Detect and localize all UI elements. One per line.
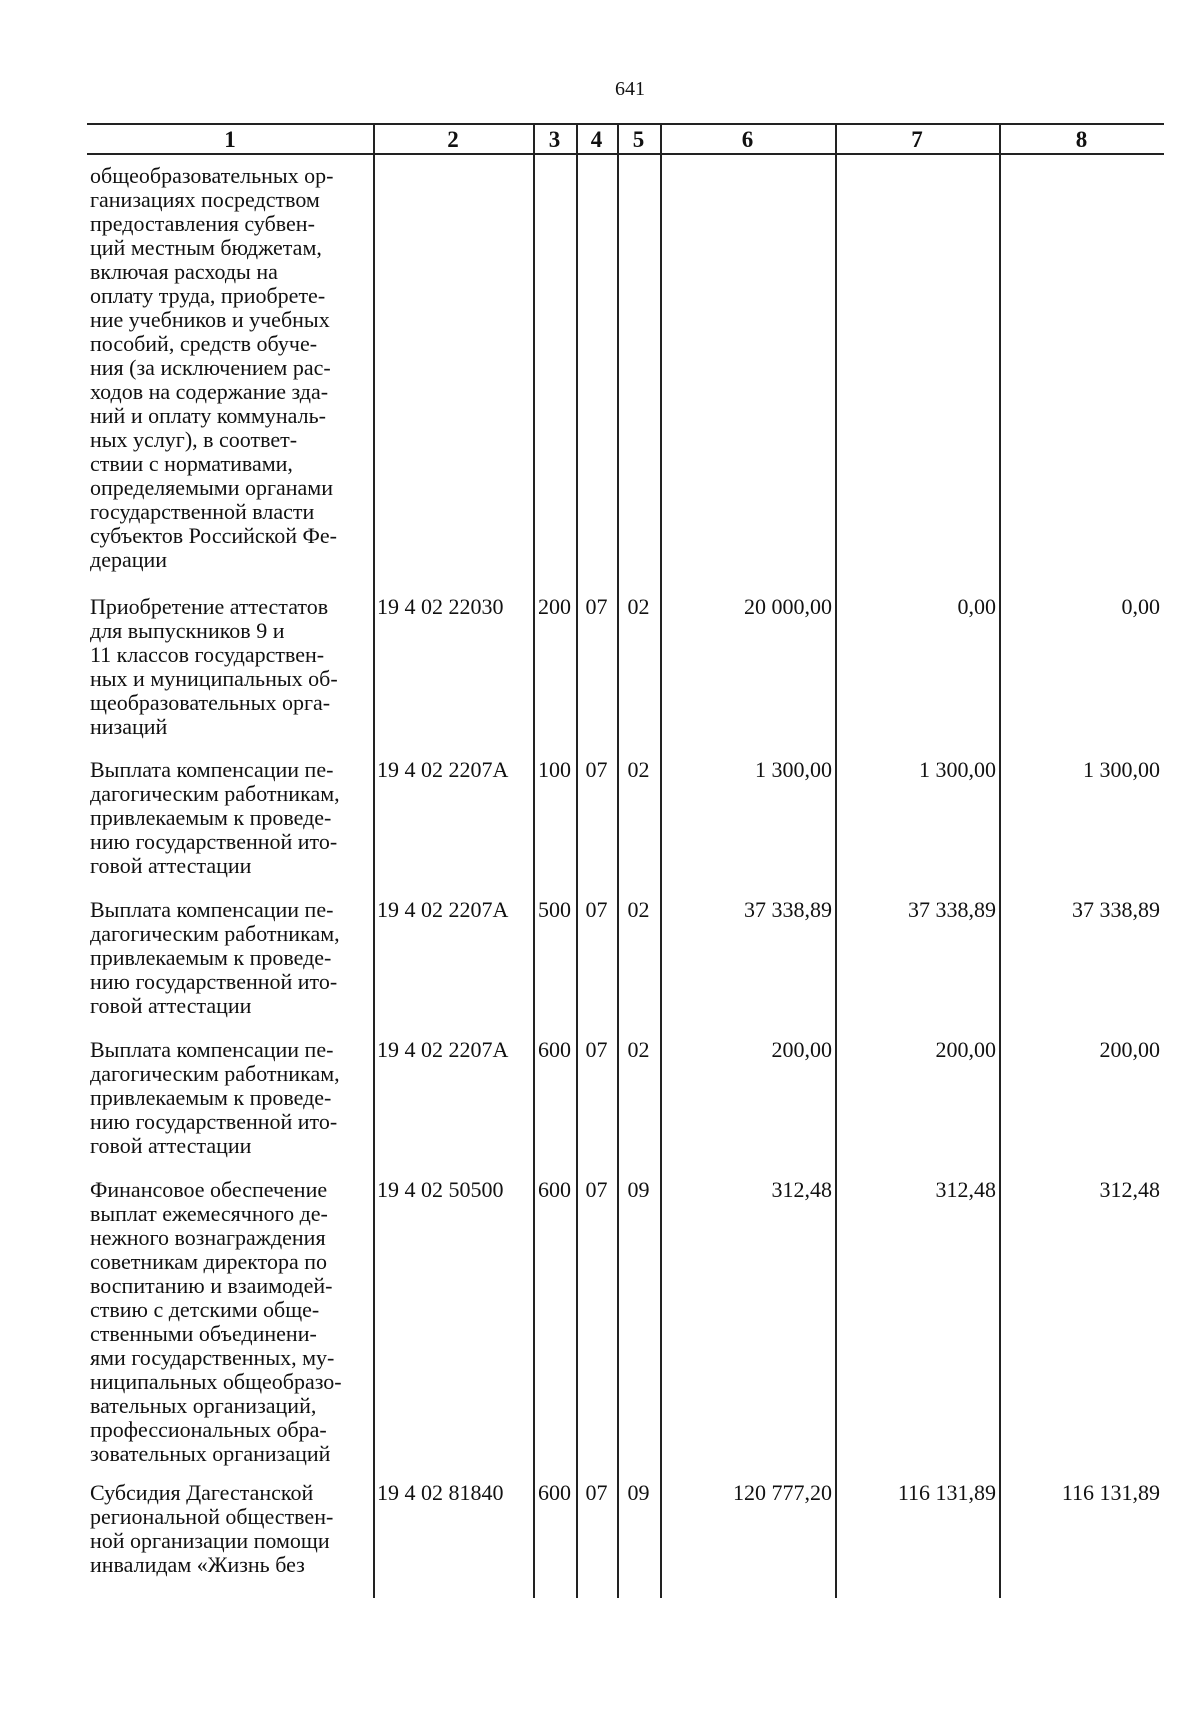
row-code: 19 4 02 2207А xyxy=(377,757,509,782)
row-col7: 37 338,89 xyxy=(908,897,996,922)
row-col5: 09 xyxy=(627,1177,650,1202)
col-separator-5 xyxy=(660,123,662,1598)
table-top-rule xyxy=(87,123,1164,125)
row-col8: 0,00 xyxy=(1121,594,1160,619)
row-col3: 600 xyxy=(538,1037,571,1062)
row-name: Приобретение аттестатов для выпускников 9 и 11 классов государствен- ных и муниципальных об- щеобразовательных орга- низаций xyxy=(90,594,338,739)
row-col3: 200 xyxy=(538,594,571,619)
row-col3: 100 xyxy=(538,757,571,782)
header-col-7: 7 xyxy=(911,127,923,152)
header-col-2: 2 xyxy=(447,127,459,152)
row-col6: 120 777,20 xyxy=(733,1480,832,1505)
row-col8: 200,00 xyxy=(1099,1037,1160,1062)
header-col-3: 3 xyxy=(548,127,561,152)
row-name: Выплата компенсации пе- дагогическим работникам, привлекаемым к проведе- нию государственной ито- говой аттестации xyxy=(90,897,340,1018)
col-separator-3 xyxy=(576,123,578,1598)
row-col4: 07 xyxy=(585,897,608,922)
row-col5: 09 xyxy=(627,1480,650,1505)
row-col7: 0,00 xyxy=(957,594,996,619)
col-separator-4 xyxy=(617,123,619,1598)
header-col-6: 6 xyxy=(741,127,754,152)
row-col5: 02 xyxy=(627,897,650,922)
row-name: Выплата компенсации пе- дагогическим работникам, привлекаемым к проведе- нию государственной ито- говой аттестации xyxy=(90,1037,340,1158)
row-code: 19 4 02 2207А xyxy=(377,1037,509,1062)
row-col6: 312,48 xyxy=(771,1177,832,1202)
row-col7: 200,00 xyxy=(935,1037,996,1062)
row-col3: 600 xyxy=(538,1177,571,1202)
row-col8: 1 300,00 xyxy=(1083,757,1160,782)
header-col-4: 4 xyxy=(590,127,603,152)
row-code: 19 4 02 81840 xyxy=(377,1480,504,1505)
page-number: 641 xyxy=(615,78,645,100)
continuation-text: общеобразовательных ор- ганизациях посредством предоставления субвен- ций местным бюджетам, включая расходы на оплату труда, приобрете- ние учебников и учебных пособий, средств обуче- ния (за исключением рас- ходов на содержание зда- ний и оплату коммуналь- ных услуг), в соответ- ствии с нормативами, определяемыми органами государственной власти субъектов Российской Фе- дерации xyxy=(90,163,337,572)
row-col4: 07 xyxy=(585,1480,608,1505)
row-col4: 07 xyxy=(585,1037,608,1062)
header-bottom-rule xyxy=(87,153,1164,155)
budget-table xyxy=(87,123,1164,1598)
row-col7: 116 131,89 xyxy=(897,1480,996,1505)
row-col7: 312,48 xyxy=(935,1177,996,1202)
col-separator-2 xyxy=(533,123,535,1598)
col-separator-7 xyxy=(999,123,1001,1598)
row-col6: 200,00 xyxy=(771,1037,832,1062)
row-col4: 07 xyxy=(585,757,608,782)
row-col6: 1 300,00 xyxy=(755,757,832,782)
row-name: Финансовое обеспечение выплат ежемесячного де- нежного вознаграждения советникам директора по воспитанию и взаимодей- ствию с детскими обще- ственными объединени- ями государственных, му- ниципальных общеобразо- вательных организаций, профессиональных обра- зовательных организаций xyxy=(90,1177,342,1466)
row-col3: 500 xyxy=(538,897,571,922)
row-col6: 37 338,89 xyxy=(744,897,832,922)
row-col5: 02 xyxy=(627,594,650,619)
row-col8: 312,48 xyxy=(1099,1177,1160,1202)
row-col3: 600 xyxy=(538,1480,571,1505)
row-col8: 116 131,89 xyxy=(1061,1480,1160,1505)
row-code: 19 4 02 50500 xyxy=(377,1177,504,1202)
row-col5: 02 xyxy=(627,1037,650,1062)
header-col-1: 1 xyxy=(224,127,236,152)
row-name: Выплата компенсации пе- дагогическим работникам, привлекаемым к проведе- нию государственной ито- говой аттестации xyxy=(90,757,340,878)
row-col4: 07 xyxy=(585,1177,608,1202)
header-col-5: 5 xyxy=(632,127,645,152)
row-col6: 20 000,00 xyxy=(744,594,832,619)
row-code: 19 4 02 22030 xyxy=(377,594,504,619)
row-col5: 02 xyxy=(627,757,650,782)
row-name: Субсидия Дагестанской региональной обществен- ной организации помощи инвалидам «Жизнь без xyxy=(90,1480,334,1577)
row-col8: 37 338,89 xyxy=(1072,897,1160,922)
header-col-8: 8 xyxy=(1075,127,1088,152)
row-col4: 07 xyxy=(585,594,608,619)
col-separator-6 xyxy=(835,123,837,1598)
row-code: 19 4 02 2207А xyxy=(377,897,509,922)
col-separator-1 xyxy=(373,123,375,1598)
row-col7: 1 300,00 xyxy=(919,757,996,782)
